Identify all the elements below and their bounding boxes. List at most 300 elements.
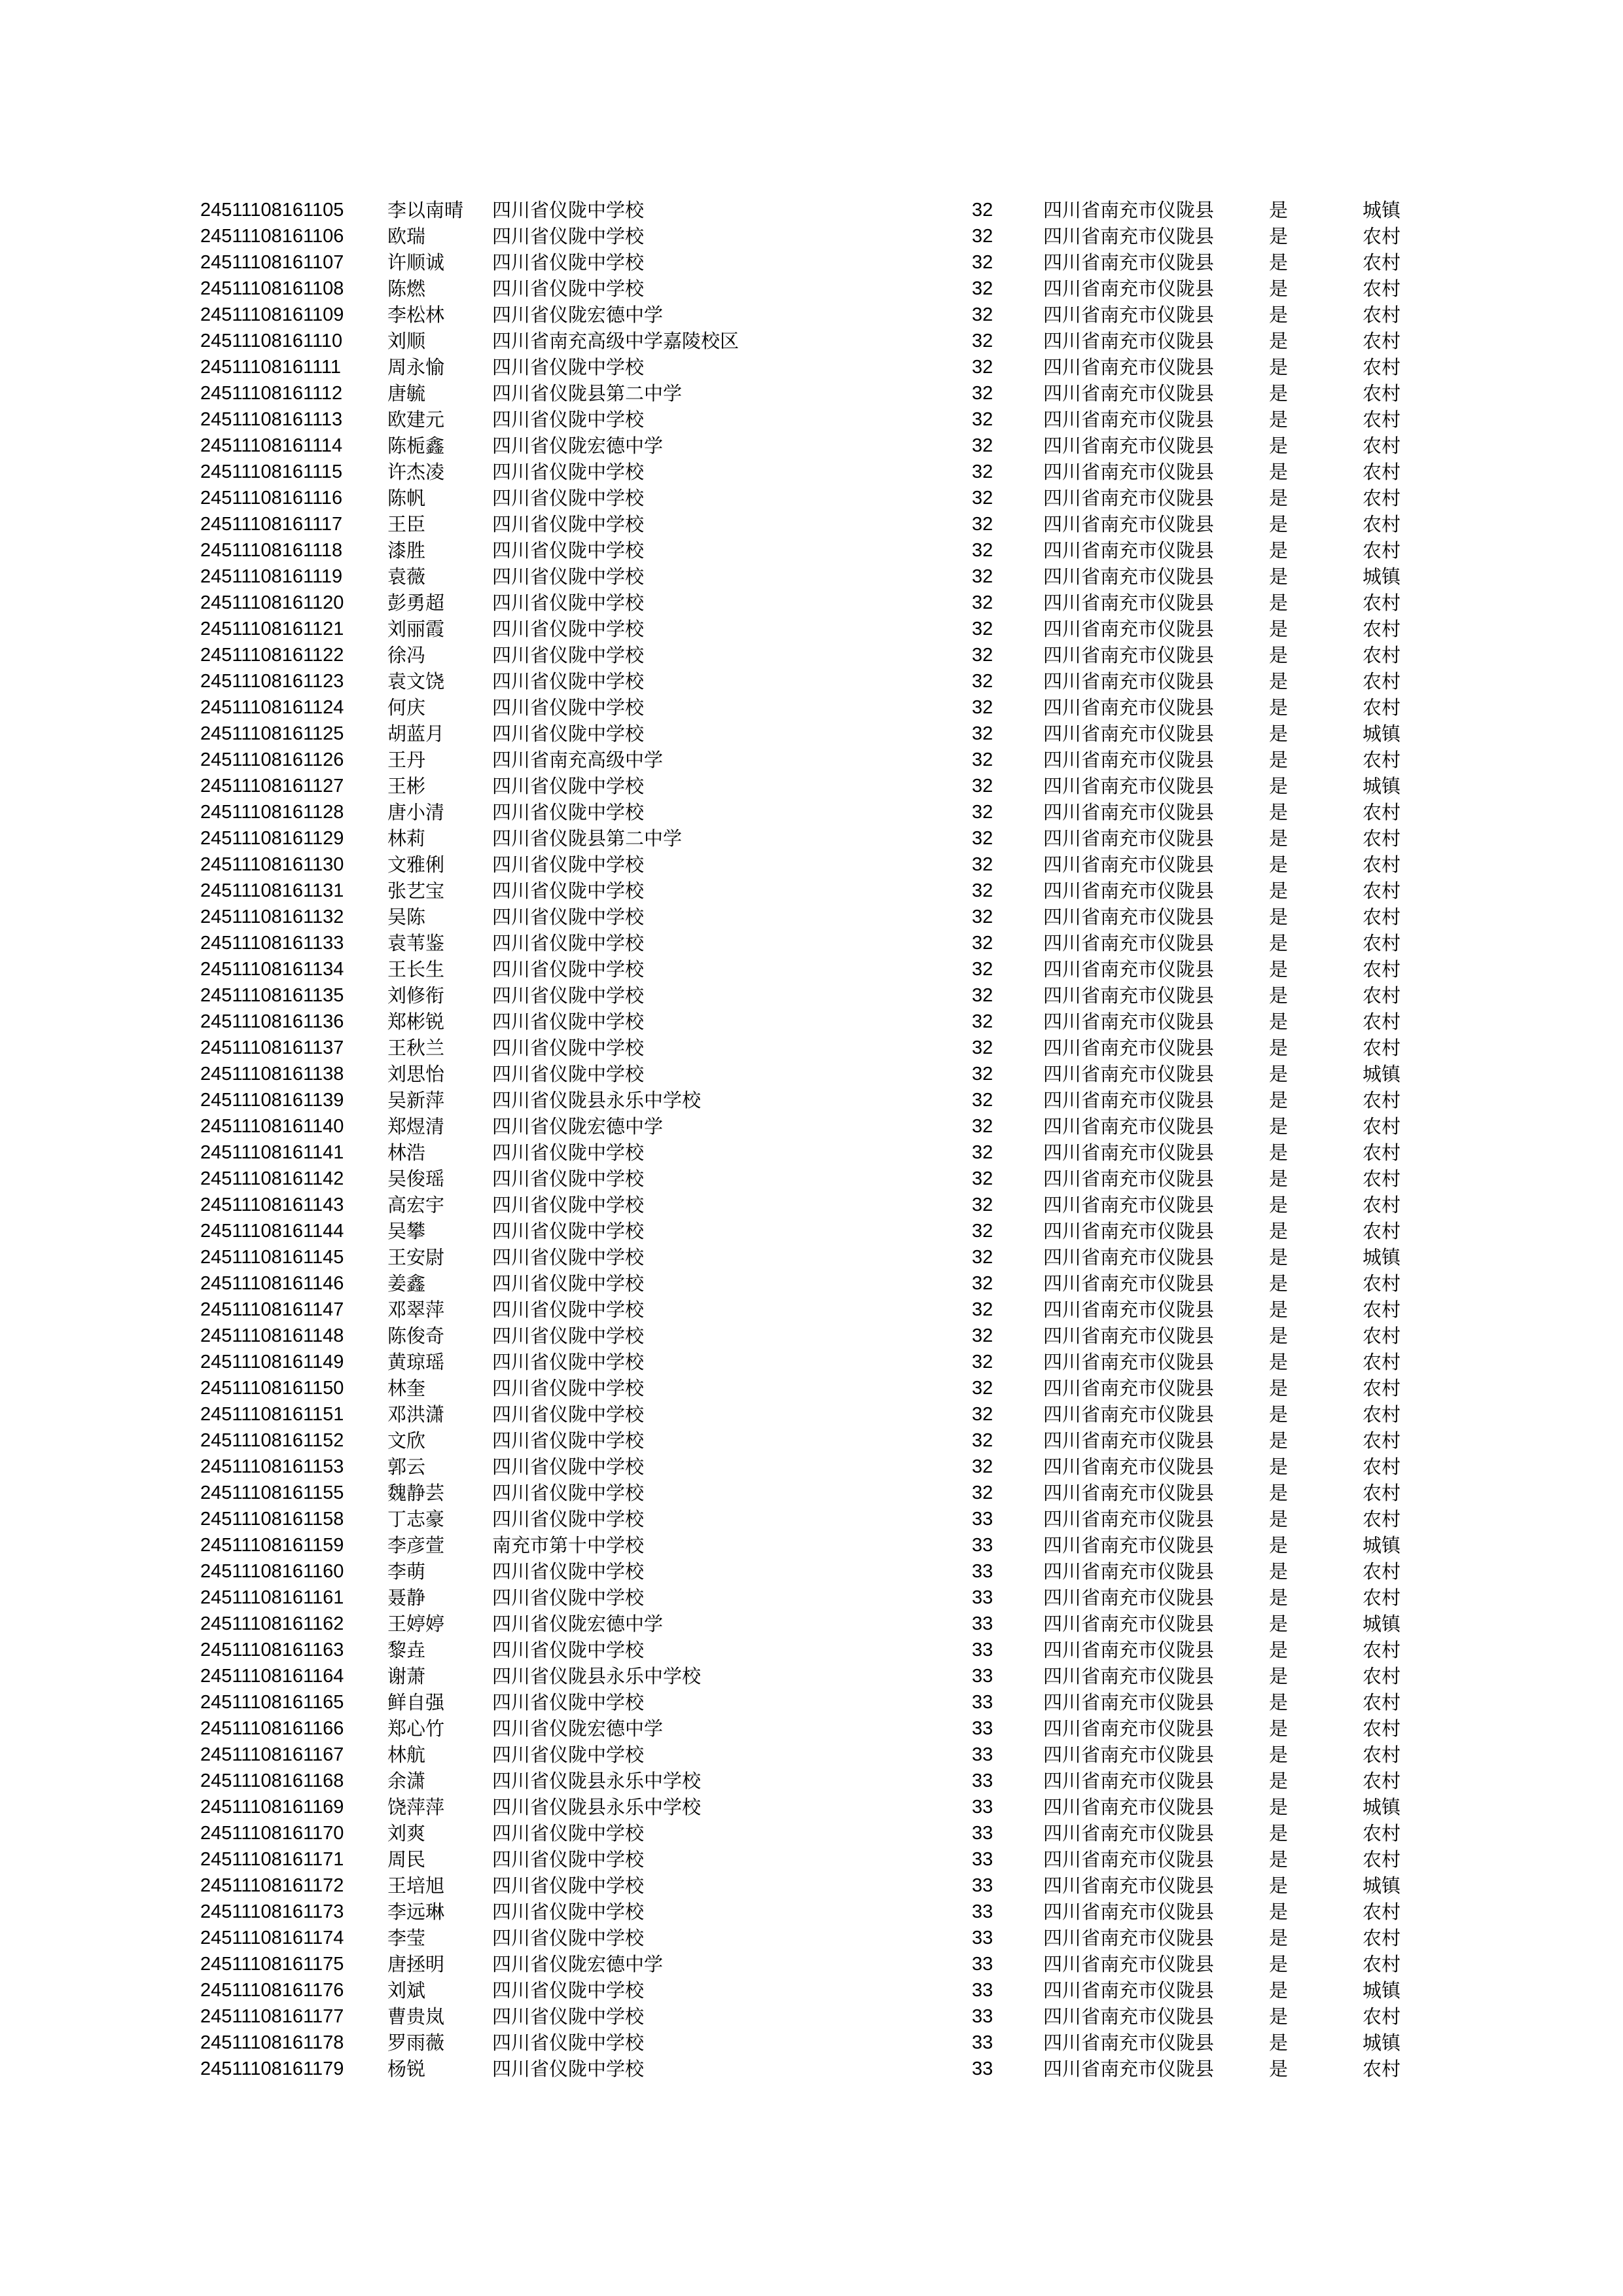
table-row	[200, 1035, 1427, 1061]
code-value: 32	[972, 1064, 993, 1085]
table-row	[200, 1113, 1427, 1139]
flag-value: 是	[1269, 487, 1289, 509]
table-row	[200, 1925, 1427, 1951]
student-name: 高宏宇	[387, 1194, 445, 1216]
student-name: 吴陈	[387, 906, 426, 928]
candidate-id: 24511108161179	[200, 2058, 344, 2079]
student-name: 欧建元	[387, 408, 445, 431]
student-name: 许杰凌	[387, 461, 445, 483]
region: 四川省南充市仪陇县	[1043, 539, 1215, 562]
candidate-id: 24511108161155	[200, 1482, 344, 1503]
student-name: 周永愉	[387, 356, 445, 378]
code-value: 32	[972, 880, 993, 901]
table-row	[200, 406, 1427, 433]
region: 四川省南充市仪陇县	[1043, 1194, 1215, 1216]
flag-value: 是	[1269, 827, 1289, 850]
student-name: 许顺诚	[387, 251, 445, 274]
region: 四川省南充市仪陇县	[1043, 644, 1215, 666]
school-name: 四川省仪陇中学校	[492, 1325, 645, 1347]
flag-value: 是	[1269, 435, 1289, 457]
school-name: 四川省仪陇中学校	[492, 278, 645, 300]
candidate-id: 24511108161111	[200, 357, 342, 378]
residence-type: 农村	[1363, 1220, 1401, 1242]
candidate-id: 24511108161105	[200, 200, 344, 221]
code-value: 33	[972, 2058, 993, 2079]
table-row	[200, 328, 1427, 354]
table-row	[200, 852, 1427, 878]
candidate-id: 24511108161113	[200, 409, 343, 430]
candidate-id: 24511108161120	[200, 592, 344, 613]
residence-type: 农村	[1363, 1560, 1401, 1583]
region: 四川省南充市仪陇县	[1043, 435, 1215, 457]
flag-value: 是	[1269, 2005, 1289, 2028]
school-name: 四川省仪陇中学校	[492, 1037, 645, 1059]
region: 四川省南充市仪陇县	[1043, 461, 1215, 483]
region: 四川省南充市仪陇县	[1043, 251, 1215, 274]
candidate-id: 24511108161128	[200, 802, 344, 823]
flag-value: 是	[1269, 1717, 1289, 1740]
student-name: 罗雨薇	[387, 2032, 445, 2054]
code-value: 33	[972, 1954, 993, 1975]
table-row	[200, 1427, 1427, 1454]
candidate-id: 24511108161152	[200, 1430, 344, 1451]
residence-type: 农村	[1363, 539, 1401, 562]
student-name: 袁苇鉴	[387, 932, 445, 954]
student-name: 谢萧	[387, 1665, 426, 1687]
school-name: 四川省仪陇中学校	[492, 2058, 645, 2080]
student-name: 杨锐	[387, 2058, 426, 2080]
school-name: 四川省仪陇中学校	[492, 251, 645, 274]
student-name: 王秋兰	[387, 1037, 445, 1059]
region: 四川省南充市仪陇县	[1043, 1403, 1215, 1426]
region: 四川省南充市仪陇县	[1043, 1848, 1215, 1871]
code-value: 32	[972, 1299, 993, 1320]
student-name: 何庆	[387, 696, 426, 719]
flag-value: 是	[1269, 2058, 1289, 2080]
student-name: 郭云	[387, 1456, 426, 1478]
table-row	[200, 1951, 1427, 1977]
school-name: 四川省仪陇中学校	[492, 1377, 645, 1399]
school-name: 南充市第十中学校	[492, 1534, 645, 1556]
school-name: 四川省仪陇中学校	[492, 670, 645, 692]
flag-value: 是	[1269, 1011, 1289, 1033]
residence-type: 农村	[1363, 592, 1401, 614]
code-value: 32	[972, 566, 993, 587]
school-name: 四川省仪陇县第二中学	[492, 382, 683, 404]
code-value: 32	[972, 540, 993, 561]
region: 四川省南充市仪陇县	[1043, 356, 1215, 378]
table-row	[200, 1532, 1427, 1558]
school-name: 四川省仪陇宏德中学	[492, 435, 664, 457]
residence-type: 城镇	[1363, 199, 1401, 221]
code-value: 33	[972, 1744, 993, 1765]
residence-type: 农村	[1363, 880, 1401, 902]
code-value: 32	[972, 645, 993, 666]
code-value: 33	[972, 1849, 993, 1870]
residence-type: 农村	[1363, 696, 1401, 719]
student-name: 胡蓝月	[387, 723, 445, 745]
table-row	[200, 1977, 1427, 2003]
school-name: 四川省仪陇中学校	[492, 1822, 645, 1844]
residence-type: 农村	[1363, 644, 1401, 666]
table-row	[200, 2030, 1427, 2056]
school-name: 四川省仪陇中学校	[492, 461, 645, 483]
roster-table	[200, 197, 1427, 2082]
residence-type: 农村	[1363, 1953, 1401, 1975]
flag-value: 是	[1269, 1377, 1289, 1399]
code-value: 32	[972, 776, 993, 797]
flag-value: 是	[1269, 1351, 1289, 1373]
candidate-id: 24511108161117	[200, 514, 343, 535]
school-name: 四川省仪陇中学校	[492, 1011, 645, 1033]
table-row	[200, 302, 1427, 328]
school-name: 四川省仪陇中学校	[492, 1351, 645, 1373]
school-name: 四川省仪陇县永乐中学校	[492, 1089, 702, 1111]
candidate-id: 24511108161142	[200, 1168, 344, 1189]
school-name: 四川省仪陇中学校	[492, 1927, 645, 1949]
region: 四川省南充市仪陇县	[1043, 1822, 1215, 1844]
table-row	[200, 1375, 1427, 1401]
flag-value: 是	[1269, 1587, 1289, 1609]
table-row	[200, 1218, 1427, 1244]
candidate-id: 24511108161159	[200, 1535, 344, 1556]
school-name: 四川省仪陇中学校	[492, 1560, 645, 1583]
flag-value: 是	[1269, 1115, 1289, 1138]
region: 四川省南充市仪陇县	[1043, 775, 1215, 797]
table-row	[200, 982, 1427, 1009]
flag-value: 是	[1269, 1691, 1289, 1713]
code-value: 33	[972, 2006, 993, 2027]
candidate-id: 24511108161178	[200, 2032, 344, 2053]
table-row	[200, 1323, 1427, 1349]
table-row	[200, 1506, 1427, 1532]
code-value: 32	[972, 1221, 993, 1242]
residence-type: 农村	[1363, 801, 1401, 823]
region: 四川省南充市仪陇县	[1043, 1953, 1215, 1975]
candidate-id: 24511108161126	[200, 749, 344, 770]
residence-type: 农村	[1363, 304, 1401, 326]
code-value: 33	[972, 1561, 993, 1582]
table-row	[200, 1663, 1427, 1689]
residence-type: 农村	[1363, 382, 1401, 404]
region: 四川省南充市仪陇县	[1043, 723, 1215, 745]
student-name: 欧瑞	[387, 225, 426, 247]
student-name: 王彬	[387, 775, 426, 797]
candidate-id: 24511108161170	[200, 1823, 344, 1844]
student-name: 文欣	[387, 1429, 426, 1452]
region: 四川省南充市仪陇县	[1043, 565, 1215, 588]
school-name: 四川省仪陇中学校	[492, 1848, 645, 1871]
school-name: 四川省仪陇中学校	[492, 199, 645, 221]
student-name: 陈栀鑫	[387, 435, 445, 457]
flag-value: 是	[1269, 1325, 1289, 1347]
table-row	[200, 930, 1427, 956]
code-value: 32	[972, 1404, 993, 1425]
code-value: 33	[972, 1980, 993, 2001]
table-row	[200, 1087, 1427, 1113]
region: 四川省南充市仪陇县	[1043, 1639, 1215, 1661]
candidate-id: 24511108161175	[200, 1954, 344, 1975]
candidate-id: 24511108161121	[200, 619, 344, 639]
student-name: 张艺宝	[387, 880, 445, 902]
residence-type: 农村	[1363, 1011, 1401, 1033]
region: 四川省南充市仪陇县	[1043, 2005, 1215, 2028]
code-value: 32	[972, 514, 993, 535]
residence-type: 农村	[1363, 1429, 1401, 1452]
flag-value: 是	[1269, 1403, 1289, 1426]
region: 四川省南充市仪陇县	[1043, 1901, 1215, 1923]
residence-type: 农村	[1363, 356, 1401, 378]
table-row	[200, 564, 1427, 590]
flag-value: 是	[1269, 461, 1289, 483]
school-name: 四川省仪陇中学校	[492, 1429, 645, 1452]
residence-type: 农村	[1363, 1691, 1401, 1713]
table-row	[200, 2056, 1427, 2082]
student-name: 林浩	[387, 1141, 426, 1164]
student-name: 黎垚	[387, 1639, 426, 1661]
candidate-id: 24511108161171	[200, 1849, 344, 1870]
code-value: 32	[972, 1037, 993, 1058]
residence-type: 城镇	[1363, 1534, 1401, 1556]
table-row	[200, 1846, 1427, 1873]
residence-type: 农村	[1363, 330, 1401, 352]
table-row	[200, 197, 1427, 223]
code-value: 32	[972, 592, 993, 613]
flag-value: 是	[1269, 670, 1289, 692]
region: 四川省南充市仪陇县	[1043, 1299, 1215, 1321]
code-value: 32	[972, 383, 993, 404]
residence-type: 农村	[1363, 408, 1401, 431]
candidate-id: 24511108161149	[200, 1352, 344, 1372]
school-name: 四川省仪陇中学校	[492, 565, 645, 588]
flag-value: 是	[1269, 723, 1289, 745]
student-name: 邓洪潇	[387, 1403, 445, 1426]
region: 四川省南充市仪陇县	[1043, 1272, 1215, 1295]
code-value: 32	[972, 1194, 993, 1215]
school-name: 四川省仪陇中学校	[492, 958, 645, 980]
flag-value: 是	[1269, 1246, 1289, 1268]
student-name: 李松林	[387, 304, 445, 326]
region: 四川省南充市仪陇县	[1043, 801, 1215, 823]
flag-value: 是	[1269, 1194, 1289, 1216]
code-value: 33	[972, 1875, 993, 1896]
code-value: 32	[972, 985, 993, 1006]
candidate-id: 24511108161163	[200, 1640, 344, 1660]
school-name: 四川省仪陇宏德中学	[492, 1953, 664, 1975]
residence-type: 农村	[1363, 1927, 1401, 1949]
code-value: 33	[972, 1928, 993, 1948]
region: 四川省南充市仪陇县	[1043, 513, 1215, 535]
student-name: 吴攀	[387, 1220, 426, 1242]
candidate-id: 24511108161158	[200, 1509, 344, 1530]
candidate-id: 24511108161109	[200, 304, 344, 325]
candidate-id: 24511108161153	[200, 1456, 344, 1477]
flag-value: 是	[1269, 958, 1289, 980]
region: 四川省南充市仪陇县	[1043, 1325, 1215, 1347]
table-row	[200, 825, 1427, 852]
student-name: 王丹	[387, 749, 426, 771]
flag-value: 是	[1269, 1770, 1289, 1792]
code-value: 33	[972, 1823, 993, 1844]
student-name: 李以南晴	[387, 199, 464, 221]
student-name: 林奎	[387, 1377, 426, 1399]
region: 四川省南充市仪陇县	[1043, 2032, 1215, 2054]
flag-value: 是	[1269, 356, 1289, 378]
flag-value: 是	[1269, 1168, 1289, 1190]
region: 四川省南充市仪陇县	[1043, 1429, 1215, 1452]
school-name: 四川省仪陇中学校	[492, 2005, 645, 2028]
code-value: 32	[972, 906, 993, 927]
candidate-id: 24511108161174	[200, 1928, 344, 1948]
flag-value: 是	[1269, 1744, 1289, 1766]
school-name: 四川省仪陇中学校	[492, 356, 645, 378]
student-name: 黄琼瑶	[387, 1351, 445, 1373]
table-row	[200, 773, 1427, 799]
region: 四川省南充市仪陇县	[1043, 1456, 1215, 1478]
residence-type: 农村	[1363, 1482, 1401, 1504]
school-name: 四川省仪陇县永乐中学校	[492, 1770, 702, 1792]
flag-value: 是	[1269, 513, 1289, 535]
code-value: 33	[972, 1692, 993, 1713]
candidate-id: 24511108161139	[200, 1090, 344, 1111]
school-name: 四川省仪陇中学校	[492, 1587, 645, 1609]
residence-type: 城镇	[1363, 1246, 1401, 1268]
candidate-id: 24511108161169	[200, 1797, 344, 1818]
student-name: 王婷婷	[387, 1613, 445, 1635]
student-name: 刘思怡	[387, 1063, 445, 1085]
code-value: 33	[972, 1613, 993, 1634]
school-name: 四川省仪陇中学校	[492, 1403, 645, 1426]
code-value: 33	[972, 1535, 993, 1556]
flag-value: 是	[1269, 251, 1289, 274]
region: 四川省南充市仪陇县	[1043, 696, 1215, 719]
flag-value: 是	[1269, 1848, 1289, 1871]
candidate-id: 24511108161172	[200, 1875, 344, 1896]
student-name: 漆胜	[387, 539, 426, 562]
school-name: 四川省仪陇中学校	[492, 1508, 645, 1530]
table-row	[200, 2003, 1427, 2030]
candidate-id: 24511108161166	[200, 1718, 344, 1739]
region: 四川省南充市仪陇县	[1043, 1560, 1215, 1583]
candidate-id: 24511108161137	[200, 1037, 344, 1058]
table-row	[200, 1689, 1427, 1715]
code-value: 32	[972, 1325, 993, 1346]
table-row	[200, 223, 1427, 249]
residence-type: 农村	[1363, 225, 1401, 247]
flag-value: 是	[1269, 1482, 1289, 1504]
student-name: 魏静芸	[387, 1482, 445, 1504]
region: 四川省南充市仪陇县	[1043, 1141, 1215, 1164]
student-name: 唐拯明	[387, 1953, 445, 1975]
flag-value: 是	[1269, 304, 1289, 326]
code-value: 32	[972, 226, 993, 247]
candidate-id: 24511108161115	[200, 461, 343, 482]
student-name: 王长生	[387, 958, 445, 980]
region: 四川省南充市仪陇县	[1043, 278, 1215, 300]
table-row	[200, 642, 1427, 668]
code-value: 32	[972, 1273, 993, 1294]
school-name: 四川省仪陇中学校	[492, 1168, 645, 1190]
code-value: 32	[972, 933, 993, 954]
school-name: 四川省仪陇中学校	[492, 880, 645, 902]
code-value: 32	[972, 1011, 993, 1032]
flag-value: 是	[1269, 618, 1289, 640]
student-name: 丁志豪	[387, 1508, 445, 1530]
flag-value: 是	[1269, 932, 1289, 954]
residence-type: 农村	[1363, 984, 1401, 1007]
residence-type: 农村	[1363, 513, 1401, 535]
student-name: 袁薇	[387, 565, 426, 588]
region: 四川省南充市仪陇县	[1043, 408, 1215, 431]
residence-type: 农村	[1363, 1194, 1401, 1216]
school-name: 四川省仪陇中学校	[492, 1744, 645, 1766]
residence-type: 农村	[1363, 487, 1401, 509]
residence-type: 农村	[1363, 1848, 1401, 1871]
code-value: 32	[972, 1430, 993, 1451]
residence-type: 农村	[1363, 1744, 1401, 1766]
code-value: 33	[972, 1666, 993, 1687]
flag-value: 是	[1269, 1874, 1289, 1897]
student-name: 文雅俐	[387, 853, 445, 876]
school-name: 四川省仪陇中学校	[492, 1901, 645, 1923]
table-row	[200, 956, 1427, 982]
candidate-id: 24511108161173	[200, 1901, 344, 1922]
student-name: 陈燃	[387, 278, 426, 300]
table-row	[200, 1585, 1427, 1611]
candidate-id: 24511108161123	[200, 671, 344, 692]
student-name: 唐毓	[387, 382, 426, 404]
code-value: 32	[972, 435, 993, 456]
school-name: 四川省仪陇中学校	[492, 1194, 645, 1216]
candidate-id: 24511108161145	[200, 1247, 344, 1268]
flag-value: 是	[1269, 565, 1289, 588]
candidate-id: 24511108161135	[200, 985, 344, 1006]
school-name: 四川省仪陇中学校	[492, 1874, 645, 1897]
residence-type: 城镇	[1363, 775, 1401, 797]
region: 四川省南充市仪陇县	[1043, 592, 1215, 614]
flag-value: 是	[1269, 1456, 1289, 1478]
flag-value: 是	[1269, 1429, 1289, 1452]
student-name: 聂静	[387, 1587, 426, 1609]
region: 四川省南充市仪陇县	[1043, 1744, 1215, 1766]
residence-type: 城镇	[1363, 2032, 1401, 2054]
student-name: 李莹	[387, 1927, 426, 1949]
code-value: 32	[972, 1482, 993, 1503]
candidate-id: 24511108161106	[200, 226, 344, 247]
student-name: 陈帆	[387, 487, 426, 509]
table-row	[200, 1873, 1427, 1899]
code-value: 33	[972, 1640, 993, 1660]
code-value: 32	[972, 488, 993, 509]
region: 四川省南充市仪陇县	[1043, 1979, 1215, 2001]
school-name: 四川省仪陇宏德中学	[492, 1717, 664, 1740]
table-row	[200, 1244, 1427, 1270]
candidate-id: 24511108161146	[200, 1273, 344, 1294]
candidate-id: 24511108161162	[200, 1613, 344, 1634]
table-row	[200, 1715, 1427, 1742]
residence-type: 城镇	[1363, 565, 1401, 588]
residence-type: 农村	[1363, 1141, 1401, 1164]
school-name: 四川省仪陇中学校	[492, 1691, 645, 1713]
candidate-id: 24511108161134	[200, 959, 344, 980]
school-name: 四川省仪陇中学校	[492, 1141, 645, 1164]
region: 四川省南充市仪陇县	[1043, 225, 1215, 247]
residence-type: 农村	[1363, 1456, 1401, 1478]
region: 四川省南充市仪陇县	[1043, 958, 1215, 980]
candidate-id: 24511108161141	[200, 1142, 344, 1163]
student-name: 鲜自强	[387, 1691, 445, 1713]
residence-type: 农村	[1363, 958, 1401, 980]
